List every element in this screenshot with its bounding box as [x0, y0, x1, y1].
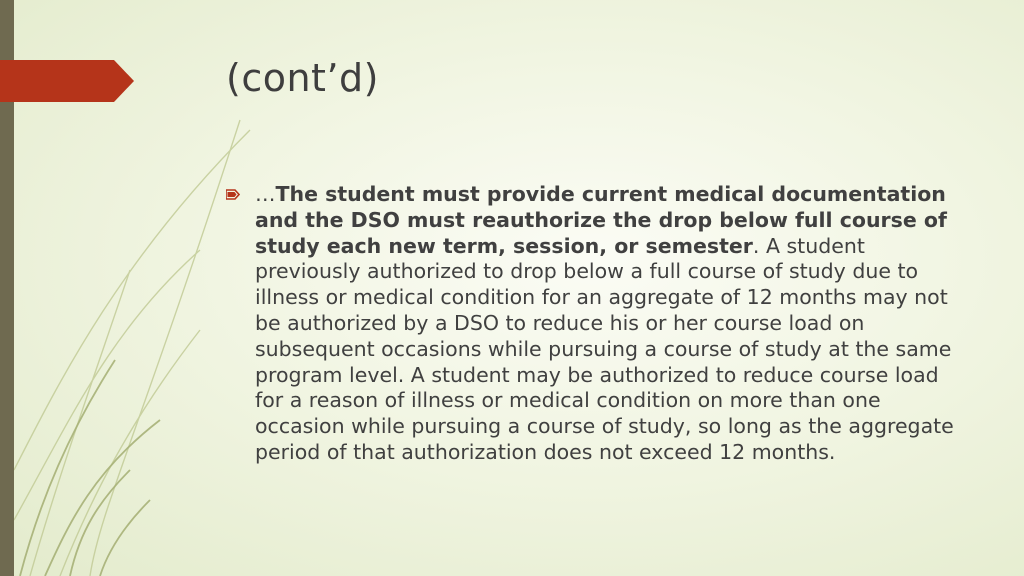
slide-title: (cont’d) [226, 56, 379, 100]
title-arrow-icon [0, 60, 134, 102]
bullet-body-text: . A student previously authorized to drop below a full course of study due to illness or medical condition for an aggregate of 12 months may not be authorized by a DSO to reduce his or her course load on subsequent occasions while pursuing a course of study at the same program level. A student may be authorized to reduce course load for a reason of illness or medical condition on more than one occasion while pursuing a course of study, so long as the aggregate period of that authorization does not exceed 12 months. [255, 233, 954, 464]
arrow-bullet-icon [226, 189, 240, 200]
bullet-ellipsis: … [255, 182, 276, 206]
bullet-list [226, 182, 966, 466]
bullet-bold-text: The student must provide current medical documentation and the DSO must reauthorize the drop below full course of study each new term, session, or semester [255, 182, 947, 258]
list-item [226, 182, 966, 466]
